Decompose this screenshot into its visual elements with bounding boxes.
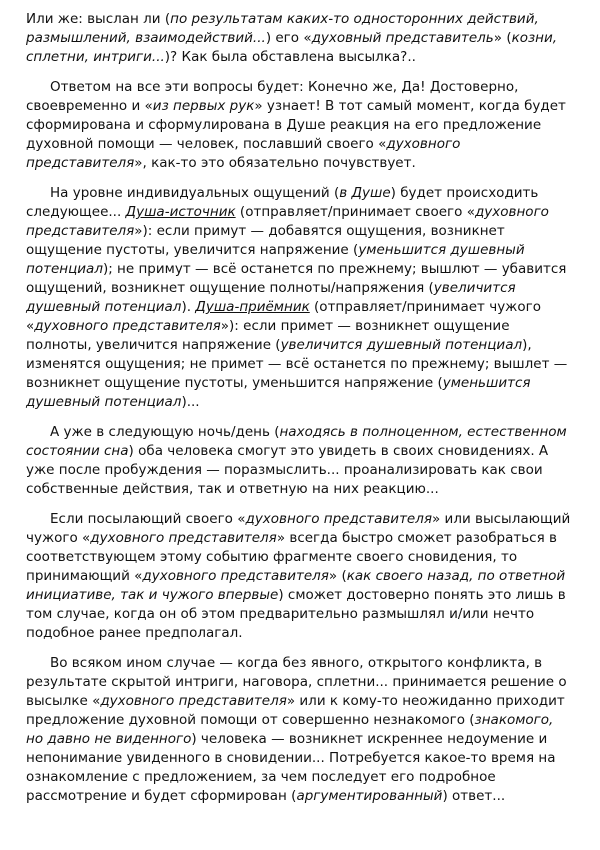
text-run: А уже в следующую ночь/день ( — [50, 424, 280, 440]
text-run: ) оба человека смогут это увидеть в своих сновидениях. А уже после пробуждения — поразмыслить... проанализировать как свои собственные действия, так и ответную на них реакцию... — [26, 443, 549, 497]
text-run: (отправляет/принимает чужого « — [26, 299, 541, 334]
text-run: » узнает! В тот самый момент, когда будет сформирована и сформулирована в Душе реакция на его предложение духовной помощи — человек, пославший своего « — [26, 98, 566, 152]
text-run: ) сможет достоверно понять это лишь в том случае, когда он об этом предварительно размышлял и/или нечто подобное ранее предполагал. — [26, 587, 566, 641]
text-run: », как-то это обязательно почувствует. — [134, 155, 416, 171]
text-run: Или же: выслан ли ( — [26, 11, 171, 27]
italic-text: находясь в полноценном, естественном состоянии сна — [26, 424, 567, 459]
text-run: »): если примет — возникнет ощущение полноты, увеличится напряжение ( — [26, 318, 510, 353]
text-run: Во всяком ином случае — когда без явного, открытого конфликта, в результате скрытой интриги, наговора, сплетни... принимается решение о высылке « — [26, 655, 567, 709]
text-run: )... — [181, 394, 200, 410]
italic-text: увеличится душевный потенциал — [26, 280, 516, 315]
text-run: ), изменятся ощущения; не примет — всё останется по прежнему; вышлет — возникнет ощущение пустоты, уменьшится напряжение ( — [26, 337, 568, 391]
italic-text: духовного представителя — [90, 530, 277, 546]
italic-text: козни, сплетни, интриги... — [26, 30, 558, 65]
paragraph-2 — [26, 78, 574, 173]
italic-text: духовного представителя — [100, 693, 287, 709]
italic-text: из первых рук — [152, 98, 255, 114]
text-run: » ( — [493, 30, 512, 46]
text-run: » ( — [328, 568, 347, 584]
paragraph-5 — [26, 510, 574, 643]
italic-text: уменьшится душевный потенциал — [26, 375, 531, 410]
italic-text: духовный представитель — [311, 30, 494, 46]
italic-text: по результатам каких-то односторонних действий, размышлений, взаимодействий... — [26, 11, 539, 46]
text-run: На уровне индивидуальных ощущений ( — [50, 185, 340, 201]
text-run: (отправляет/принимает своего « — [235, 204, 475, 220]
italic-text: знакомого, но давно не виденного — [26, 712, 554, 747]
text-run: »): если примут — добавятся ощущения, возникнет ощущение пустоты, увеличится напряжение ( — [26, 223, 505, 258]
italic-text: духовного представителя — [142, 568, 329, 584]
text-run: » или к кому-то неожиданно приходит предложение духовной помощи от совершенно незнакомого ( — [26, 693, 565, 728]
text-run: » всегда быстро сможет разобраться в соответствующем этому событию фрагменте своего сновидения, то принимающий « — [26, 530, 557, 584]
italic-text: духовного представителя — [26, 204, 549, 239]
text-run: ) ответ... — [442, 788, 506, 804]
text-run: Ответом на все эти вопросы будет: Конечно же, Да! Достоверно, своевременно и « — [26, 79, 519, 114]
paragraph-6 — [26, 654, 574, 806]
italic-text: духовного представителя — [26, 136, 461, 171]
underlined-term: Душа-приёмник — [195, 299, 310, 315]
italic-text: увеличится душевный потенциал — [280, 337, 523, 353]
text-run: Если посылающий своего « — [50, 511, 246, 527]
text-run: » или высылающий чужого « — [26, 511, 571, 546]
italic-text: аргументированный — [296, 788, 443, 804]
paragraph-3 — [26, 184, 574, 412]
text-run: ) будет происходить следующее... — [26, 185, 539, 220]
italic-text: духовного представителя — [245, 511, 432, 527]
italic-text: в Душе — [339, 185, 391, 201]
italic-text: уменьшится душевный потенциал — [26, 242, 525, 277]
text-run: ) его « — [265, 30, 312, 46]
text-run: ). — [181, 299, 196, 315]
text-run: )? Как была обставлена высылка?.. — [164, 49, 416, 65]
paragraph-1 — [26, 10, 574, 67]
italic-text: духовного представителя — [34, 318, 221, 334]
underlined-term: Душа-источник — [125, 204, 236, 220]
text-run: ); не примут — всё останется по прежнему; вышлют — убавится ощущений, возникнет ощущение полноты/напряжения ( — [26, 261, 567, 296]
text-run: ) человека — возникнет искреннее недоумение и непонимание увиденного в сновидении... Потребуется какое-то время на ознакомление с предложением, за чем последует его подробное рассмотрение и будет сформирован ( — [26, 731, 556, 804]
italic-text: как своего назад, по ответной инициативе, так и чужого впервые — [26, 568, 566, 603]
paragraph-4 — [26, 423, 574, 499]
